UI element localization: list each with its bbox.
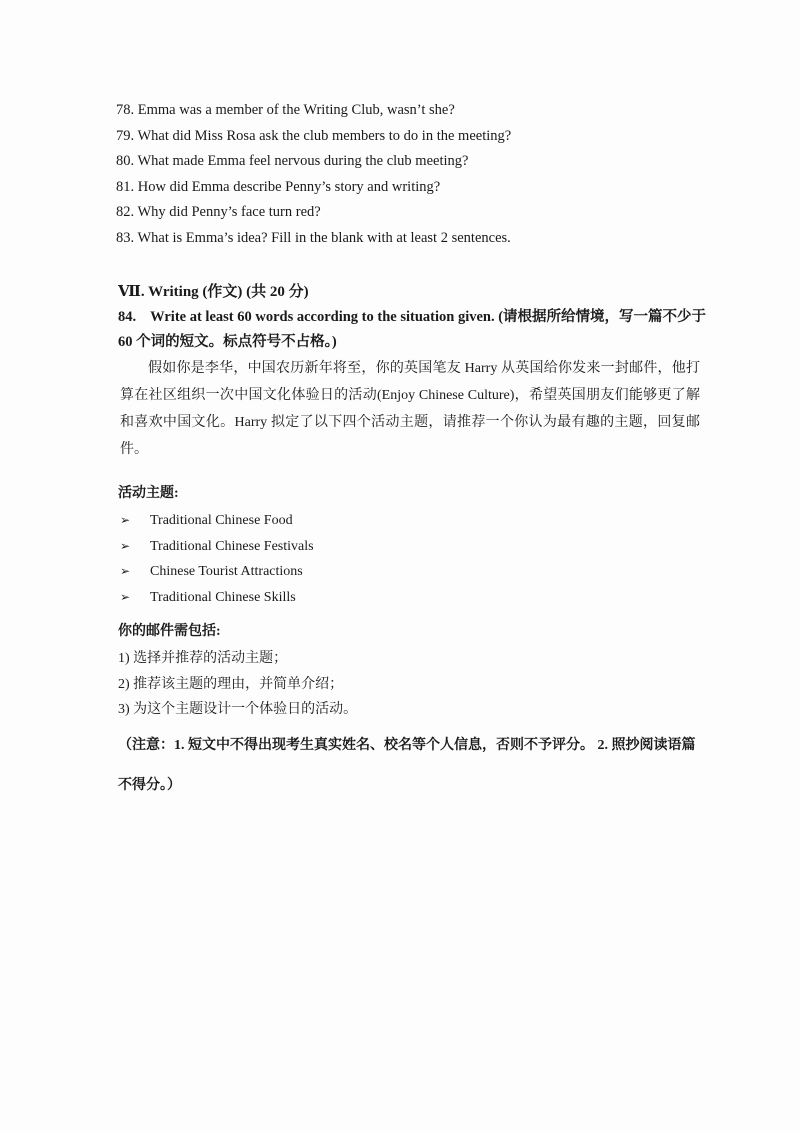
list-item: 2) 推荐该主题的理由，并简单介绍； — [118, 676, 344, 692]
question-83: 83. What is Emma’s idea? Fill in the blank with at least 2 sentences. — [116, 229, 511, 246]
topic-list — [120, 508, 314, 610]
topics-heading: 活动主题: — [118, 486, 179, 501]
topic-label: Traditional Chinese Festivals — [150, 538, 314, 554]
list-item — [120, 585, 314, 611]
list-item: 1) 选择并推荐的活动主题； — [118, 651, 288, 666]
situation-paragraph: 假如你是李华，中国农历新年将至，你的英国笔友 Harry 从英国给你发来一封邮件，他打算在社区组织一次中国文化体验日的活动(Enjoy Chinese Culture)，希望英国朋友们能够更了解和喜欢中国文化。Harry 拟定了以下四个活动主题，请推荐一个你认为最有趣的主题，回复邮件。 — [120, 361, 700, 457]
topic-label: Chinese Tourist Attractions — [150, 564, 303, 579]
list-item: 3) 为这个主题设计一个体验日的活动。 — [118, 702, 358, 717]
arrow-bullet-icon: ➢ — [120, 538, 131, 553]
topic-label: Traditional Chinese Food — [150, 513, 293, 528]
question-82: 82. Why did Penny’s face turn red? — [116, 204, 321, 221]
question-list — [116, 98, 756, 252]
question-81: 81. How did Emma describe Penny’s story and writing? — [116, 178, 441, 195]
arrow-bullet-icon: ➢ — [120, 513, 131, 527]
section-title: Ⅶ. Writing (作文) (共 20 分) — [118, 284, 309, 300]
arrow-bullet-icon: ➢ — [120, 564, 131, 578]
question-80: 80. What made Emma feel nervous during the club meeting? — [116, 153, 469, 170]
list-item — [120, 559, 314, 585]
task-instruction — [118, 305, 718, 355]
note-paragraph: （注意：1. 短文中不得出现考生真实姓名、校名等个人信息，否则不予评分。 2. 照抄阅读语篇不得分。） — [118, 738, 696, 793]
task-number: 84. — [118, 309, 137, 325]
list-item — [120, 508, 314, 534]
question-79: 79. What did Miss Rosa ask the club members to do in the meeting? — [116, 127, 512, 144]
list-item — [120, 534, 314, 560]
requirements-heading: 你的邮件需包括: — [118, 624, 221, 639]
arrow-bullet-icon: ➢ — [120, 589, 131, 604]
question-78: 78. Emma was a member of the Writing Club, wasn’t she? — [116, 102, 455, 118]
requirements-list — [118, 646, 357, 723]
task-instruction-text: Write at least 60 words according to the situation given. (请根据所给情境，写一篇不少于 60 个词的短文。标点符号不占格。) — [118, 309, 707, 350]
topic-label: Traditional Chinese Skills — [150, 589, 296, 605]
